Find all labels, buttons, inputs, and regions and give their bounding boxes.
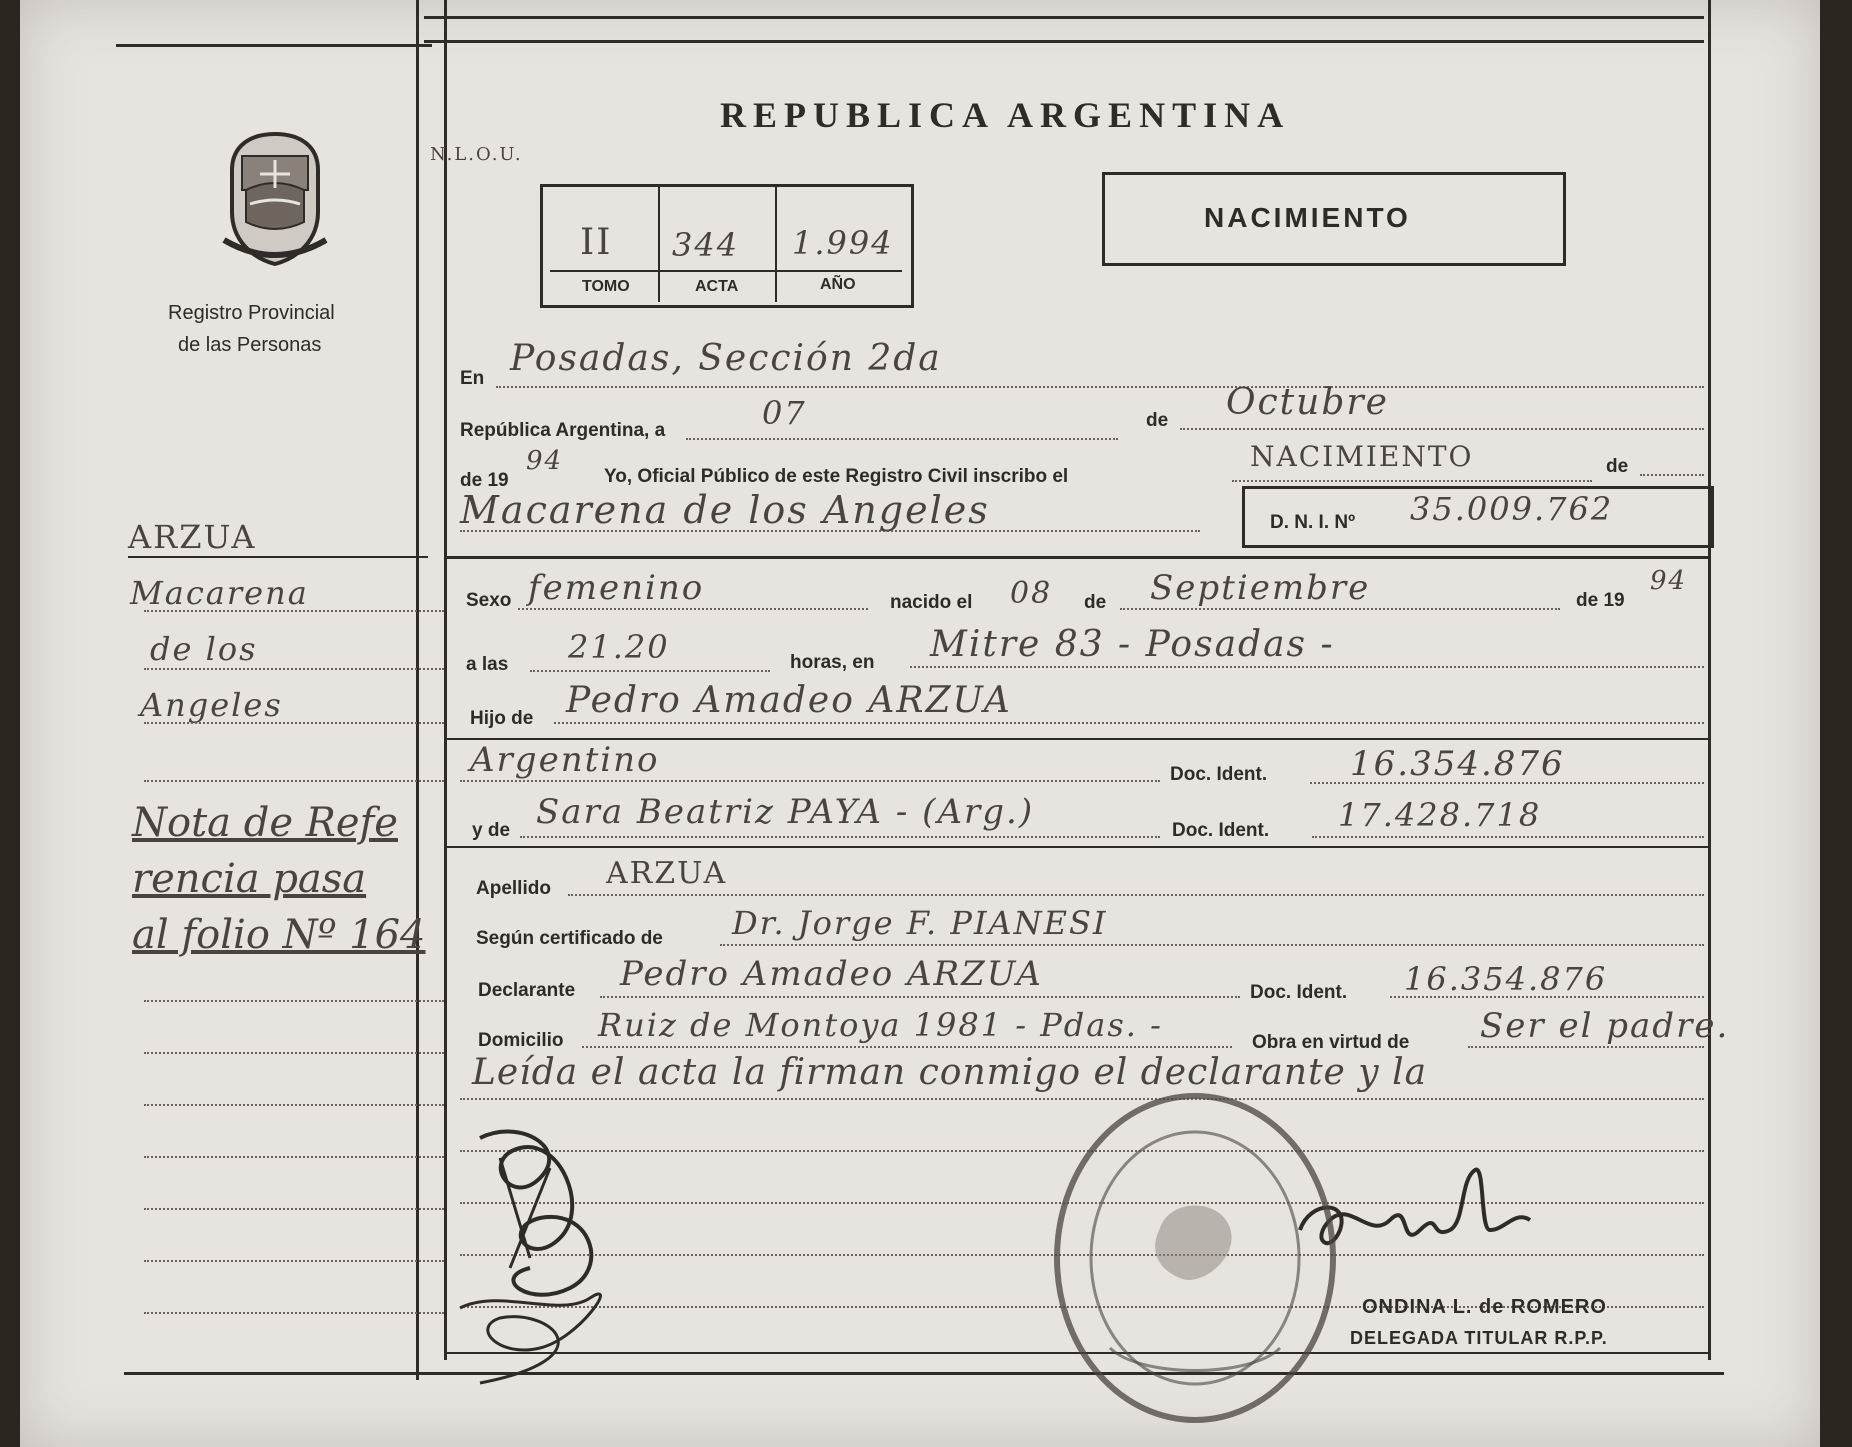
fill-line: [520, 836, 1160, 838]
fill-line: [1232, 480, 1592, 482]
fill-line: [600, 996, 1240, 998]
province-coat-of-arms: [220, 130, 330, 270]
tomo-label: TOMO: [582, 278, 630, 295]
acta-label: ACTA: [695, 278, 739, 295]
label-doc-ident-3: Doc. Ident.: [1250, 982, 1348, 1003]
margin-given-name-1: Macarena: [130, 574, 309, 612]
label-dni: D. N. I. Nº: [1270, 512, 1356, 533]
margin-note-line-1: Nota de Refe: [132, 800, 398, 846]
margin-surname: ARZUA: [128, 518, 257, 556]
birth-certificate-page: [20, 0, 1820, 1447]
official-seal-stamp: [1050, 1088, 1340, 1428]
official-name: ONDINA L. de ROMERO: [1362, 1296, 1607, 1318]
label-republica-a: República Argentina, a: [460, 420, 666, 441]
field-nac-dia: 08: [1010, 576, 1053, 611]
field-padre-nac: Argentino: [470, 740, 660, 780]
fill-line: [720, 944, 1704, 946]
fill-line: [1468, 1046, 1704, 1048]
acta-value: 344: [672, 226, 740, 264]
record-box-rule: [550, 270, 902, 272]
label-obra-en-virtud: Obra en virtud de: [1252, 1032, 1410, 1053]
label-de-19b: de 19: [1576, 590, 1625, 611]
declarant-signature: [440, 1118, 690, 1388]
margin-line: [144, 1260, 444, 1262]
official-title: DELEGADA TITULAR R.P.P.: [1350, 1328, 1608, 1348]
field-declarante: Pedro Amadeo ARZUA: [620, 954, 1043, 994]
fill-line: [1120, 608, 1560, 610]
top-rule-right: [424, 16, 1704, 19]
top-rule-left: [116, 44, 432, 47]
field-acto: NACIMIENTO: [1250, 440, 1474, 473]
fill-line: [568, 894, 1704, 896]
margin-rule: [128, 556, 428, 558]
bottom-rule: [124, 1372, 1724, 1375]
label-nacido-el: nacido el: [890, 592, 973, 613]
label-a-las: a las: [466, 654, 509, 675]
field-declarante-doc: 16.354.876: [1404, 960, 1608, 998]
field-padre: Pedro Amadeo ARZUA: [566, 680, 1012, 721]
main-column-border-right: [1708, 0, 1711, 1360]
label-de-mid: de: [1084, 592, 1107, 613]
field-apellido: ARZUA: [606, 856, 728, 891]
record-box-divider-1: [658, 186, 660, 302]
field-certificado: Dr. Jorge F. PIANESI: [732, 904, 1108, 942]
margin-note-line-3: al folio Nº 164: [132, 912, 426, 958]
field-madre-doc: 17.428.718: [1338, 796, 1542, 834]
label-doc-ident: Doc. Ident.: [1170, 764, 1268, 785]
anio-value: 1.994: [792, 224, 894, 262]
field-madre: Sara Beatriz PAYA - (Arg.): [536, 792, 1035, 832]
label-de-19: de 19: [460, 470, 509, 491]
corner-annotation: N.L.O.U.: [430, 144, 523, 165]
label-de: de: [1146, 410, 1169, 431]
label-doc-ident-2: Doc. Ident.: [1172, 820, 1270, 841]
margin-line: [144, 610, 444, 612]
field-nac-anio: 94: [1650, 566, 1688, 596]
margin-line: [144, 1156, 444, 1158]
fill-line: [554, 722, 1704, 724]
field-lugar-nac: Mitre 83 - Posadas -: [930, 624, 1335, 665]
fill-line: [582, 1046, 1232, 1048]
label-hijo-de: Hijo de: [470, 708, 534, 729]
label-en: En: [460, 368, 485, 389]
margin-line: [144, 780, 444, 782]
record-type: NACIMIENTO: [1204, 202, 1411, 233]
field-anio: 94: [526, 446, 564, 476]
field-hora: 21.20: [568, 628, 670, 666]
margin-line: [144, 668, 444, 670]
fill-line: [518, 608, 868, 610]
field-dia: 07: [762, 394, 807, 432]
field-domicilio: Ruiz de Montoya 1981 - Pdas. -: [598, 1006, 1163, 1044]
field-leida: Leída el acta la firman conmigo el declarante y la: [472, 1052, 1428, 1093]
field-nombre: Macarena de los Angeles: [460, 488, 990, 532]
label-horas-en: horas, en: [790, 652, 875, 673]
label-sexo: Sexo: [466, 590, 512, 611]
field-mes: Octubre: [1226, 382, 1389, 423]
fill-line: [460, 780, 1160, 782]
top-rule-right-2: [424, 40, 1704, 43]
margin-line: [144, 1208, 444, 1210]
margin-line: [144, 1000, 444, 1002]
fill-line: [686, 438, 1118, 440]
left-column-border: [416, 0, 419, 1380]
field-dni: 35.009.762: [1410, 490, 1614, 528]
fill-line: [910, 666, 1704, 668]
fill-line: [1180, 428, 1704, 430]
margin-line: [144, 1104, 444, 1106]
record-box-divider-2: [775, 186, 777, 302]
margin-given-name-3: Angeles: [140, 686, 283, 724]
margin-line: [144, 1052, 444, 1054]
label-y-de: y de: [472, 820, 511, 841]
field-nac-mes: Septiembre: [1150, 568, 1371, 608]
label-apellido: Apellido: [476, 878, 551, 899]
fill-line: [496, 386, 1704, 388]
fill-line: [1312, 836, 1704, 838]
field-virtud: Ser el padre.: [1480, 1006, 1730, 1046]
registry-line-2: de las Personas: [178, 334, 322, 356]
registry-line-1: Registro Provincial: [168, 302, 335, 324]
margin-line: [144, 722, 444, 724]
margin-note-line-2: rencia pasa: [132, 856, 367, 902]
fill-line: [530, 670, 770, 672]
section-rule: [446, 556, 1710, 559]
section-rule: [446, 846, 1710, 848]
label-segun-cert: Según certificado de: [476, 928, 663, 949]
page-title: REPUBLICA ARGENTINA: [720, 95, 1291, 135]
margin-given-name-2: de los: [150, 630, 258, 668]
label-declarante: Declarante: [478, 980, 576, 1001]
margin-line: [144, 1312, 444, 1314]
field-padre-doc: 16.354.876: [1350, 744, 1565, 784]
label-de-end: de: [1606, 456, 1629, 477]
label-yo-oficial: Yo, Oficial Público de este Registro Civil inscribo el: [604, 466, 1069, 487]
field-sexo: femenino: [528, 568, 705, 608]
fill-line: [1640, 474, 1704, 476]
label-domicilio: Domicilio: [478, 1030, 564, 1051]
tomo-value: II: [580, 222, 613, 263]
field-lugar: Posadas, Sección 2da: [510, 338, 942, 379]
anio-label: AÑO: [820, 276, 856, 293]
